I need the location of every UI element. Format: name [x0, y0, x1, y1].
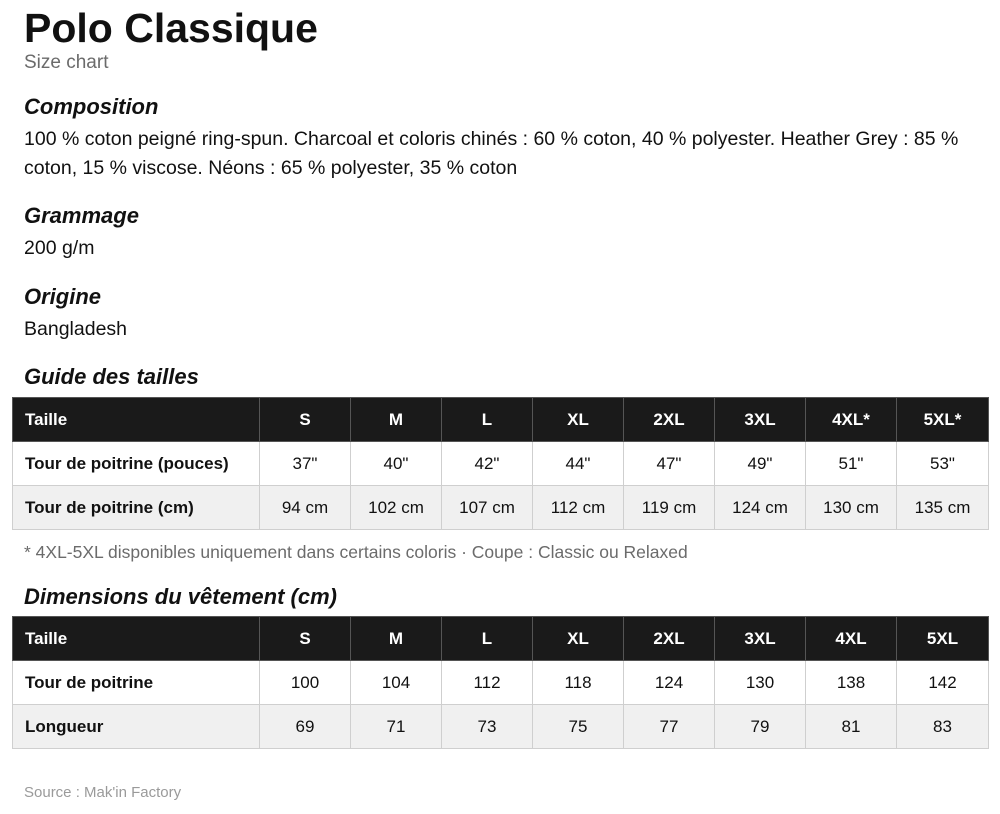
page-title: Polo Classique [24, 5, 318, 51]
table-cell: 112 [442, 661, 533, 705]
size-guide-note: * 4XL-5XL disponibles uniquement dans certains coloris · Coupe : Classic ou Relaxed [24, 542, 688, 562]
garment-dimensions-heading: Dimensions du vêtement (cm) [24, 584, 337, 609]
table-cell: 77 [624, 705, 715, 749]
table-cell: 138 [806, 661, 897, 705]
size-guide-heading: Guide des tailles [24, 364, 199, 389]
column-header: S [260, 398, 351, 442]
table-header-row [13, 398, 989, 442]
table-row [13, 486, 989, 530]
table-cell: 94 cm [260, 486, 351, 530]
column-header: L [442, 617, 533, 661]
column-header: M [351, 617, 442, 661]
table-cell: 51" [806, 442, 897, 486]
table-row [13, 442, 989, 486]
table-cell: 102 cm [351, 486, 442, 530]
column-header: XL [533, 617, 624, 661]
table-cell: 124 [624, 661, 715, 705]
row-label: Longueur [13, 705, 260, 749]
table-cell: 47" [624, 442, 715, 486]
column-header: 4XL* [806, 398, 897, 442]
table-cell: 75 [533, 705, 624, 749]
column-header: M [351, 398, 442, 442]
table-cell: 104 [351, 661, 442, 705]
column-header: 4XL [806, 617, 897, 661]
table-cell: 118 [533, 661, 624, 705]
table-cell: 124 cm [715, 486, 806, 530]
row-label: Tour de poitrine (pouces) [13, 442, 260, 486]
table-cell: 53" [897, 442, 989, 486]
size-guide-table [12, 397, 989, 530]
table-cell: 142 [897, 661, 989, 705]
table-cell: 107 cm [442, 486, 533, 530]
garment-dimensions-table [12, 616, 989, 749]
table-cell: 71 [351, 705, 442, 749]
column-header: 2XL [624, 617, 715, 661]
row-label: Tour de poitrine (cm) [13, 486, 260, 530]
table-header-row [13, 617, 989, 661]
grammage-heading: Grammage [24, 203, 139, 228]
row-label: Tour de poitrine [13, 661, 260, 705]
table-cell: 100 [260, 661, 351, 705]
table-cell: 40" [351, 442, 442, 486]
page-subtitle: Size chart [24, 52, 109, 73]
column-header: XL [533, 398, 624, 442]
origine-heading: Origine [24, 284, 102, 309]
table-row [13, 661, 989, 705]
table-cell: 69 [260, 705, 351, 749]
column-header: 2XL [624, 398, 715, 442]
column-header: L [442, 398, 533, 442]
column-header: Taille [13, 398, 260, 442]
column-header: 3XL [715, 398, 806, 442]
table-cell: 130 [715, 661, 806, 705]
table-cell: 135 cm [897, 486, 989, 530]
table-cell: 119 cm [624, 486, 715, 530]
table-cell: 42" [442, 442, 533, 486]
table-cell: 79 [715, 705, 806, 749]
table-cell: 81 [806, 705, 897, 749]
table-cell: 112 cm [533, 486, 624, 530]
source-footnote: Source : Mak'in Factory [24, 784, 182, 801]
column-header: 5XL [897, 617, 989, 661]
table-cell: 49" [715, 442, 806, 486]
column-header: S [260, 617, 351, 661]
column-header: 5XL* [897, 398, 989, 442]
table-cell: 130 cm [806, 486, 897, 530]
grammage-text: 200 g/m [24, 237, 95, 259]
table-cell: 73 [442, 705, 533, 749]
column-header: Taille [13, 617, 260, 661]
composition-heading: Composition [24, 94, 159, 119]
table-cell: 83 [897, 705, 989, 749]
table-cell: 44" [533, 442, 624, 486]
column-header: 3XL [715, 617, 806, 661]
table-cell: 37" [260, 442, 351, 486]
composition-text: 100 % coton peigné ring-spun. Charcoal et coloris chinés : 60 % coton, 40 % polyester. Heather Grey : 85 % coton, 15 % viscose. Néons : 65 % polyester, 35 % coton [24, 128, 959, 179]
table-row [13, 705, 989, 749]
origine-text: Bangladesh [24, 318, 128, 340]
